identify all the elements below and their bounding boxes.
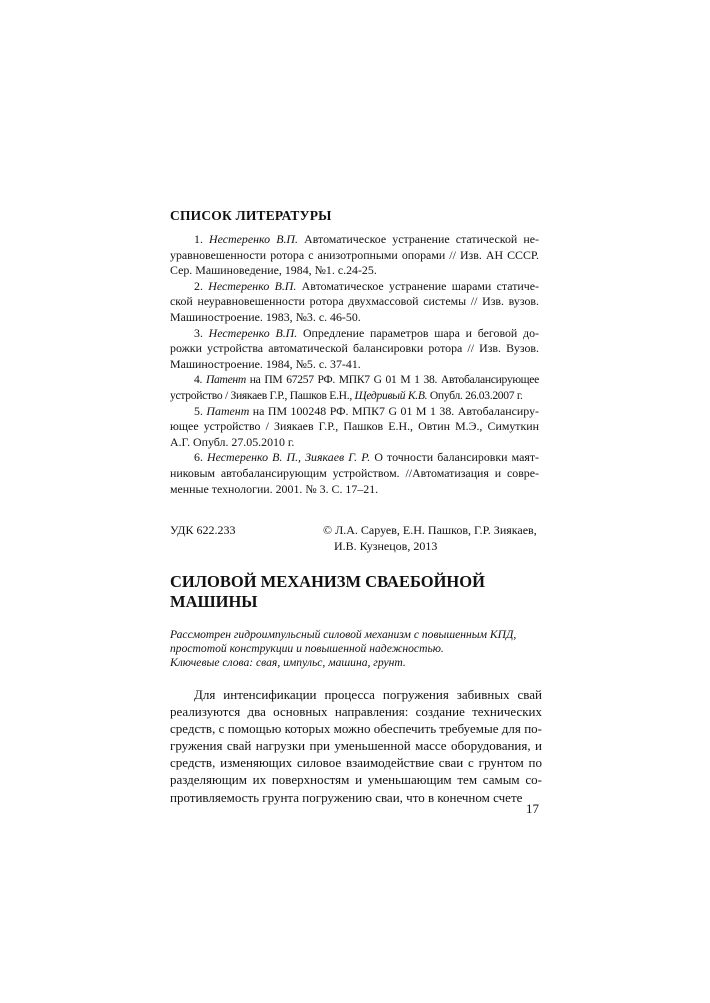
reference-item — [170, 326, 539, 373]
reference-text: на ПМ 100248 РФ. МПК7 G 01 M 1 38. Автобалансирующее устройство / Зиякаев Г.Р., Пашков Е.Н., Овтин М.Э., Симуткин А.Г. Опубл. 27.05.2010 г. — [170, 403, 539, 449]
reference-number: 3. — [194, 325, 203, 340]
reference-author: Нестеренко В.П. — [208, 325, 298, 340]
reference-number: 1. — [194, 232, 203, 246]
references-heading: СПИСОК ЛИТЕРАТУРЫ — [170, 208, 332, 223]
reference-text: Автоматическое устранение шарами статической неуравновешенности ротора двухмассовой системы // Изв. вузов. Машиностроение. 1983, №3. с. 46-50. — [170, 278, 539, 324]
reference-author: Патент — [205, 373, 246, 387]
reference-author: Нестеренко В. П., Зиякаев Г. Р. — [207, 450, 371, 465]
reference-author: Патент — [206, 403, 250, 418]
references-list — [170, 232, 539, 497]
udk-code: УДК 622.233 — [170, 523, 236, 537]
reference-author: Нестеренко В.П. — [209, 232, 298, 246]
reference-number: 6. — [194, 450, 203, 465]
reference-number: 2. — [194, 278, 203, 293]
reference-number: 4. — [194, 373, 203, 387]
article-title: СИЛОВОЙ МЕХАНИЗМ СВАЕБОЙНОЙ МАШИНЫ — [170, 572, 485, 611]
article-keywords: Ключевые слова: свая, импульс, машина, грунт. — [170, 656, 406, 669]
reference-item — [170, 372, 539, 403]
reference-text: на ПМ 67257 РФ. МПК7 G 01 M 1 38. Автобалансирующее устройство / Зиякаев Г.Р., Пашков Е.Н., — [170, 373, 539, 402]
reference-number: 5. — [194, 403, 203, 418]
reference-item — [170, 279, 539, 326]
article-abstract: Рассмотрен гидроимпульсный силовой механизм с повышенным КПД, простотой конструкции и повышенной надежностью. — [170, 628, 517, 656]
body-paragraph: Для интенсификации процесса погружения забивных свай реализуются два основных направления: создание технических средств, с помощью которых можно обеспечить требуемые для погружения свай нагрузки при уменьшенной массе оборудования, и средств, изменяющих силовое взаимодействие сваи с грунтом по разделяющим их поверхностям и уменьшающим тем самым сопротивляемость грунта погружению сваи, что в конечном счете — [170, 687, 542, 805]
reference-item — [170, 450, 539, 497]
reference-item — [170, 232, 539, 279]
reference-author: Нестеренко В.П. — [208, 278, 297, 293]
reference-text: Опредление параметров шара и беговой дорожки устройства автоматической балансировки ротора // Изв. Вузов. Машиностроение. 1984, №5. с. 37-41. — [170, 325, 539, 371]
page-number: 17 — [526, 801, 539, 816]
copyright-line: © Л.А. Саруев, Е.Н. Пашков, Г.Р. Зиякаев, — [323, 523, 537, 537]
copyright-notice — [323, 523, 539, 554]
reference-text: О точности балансировки маятниковым автобалансирующим устройством. //Автоматизация и современные технологии. 2001. № 3. С. 17–21. — [170, 450, 539, 496]
reference-author: Щедривый К.В. — [354, 388, 428, 402]
reference-item — [170, 404, 539, 451]
copyright-line: И.В. Кузнецов, 2013 — [334, 538, 438, 553]
reference-text: Опубл. 26.03.2007 г. — [427, 388, 523, 402]
reference-text: Автоматическое устранение статической неуравновешенности ротора с анизотропными опорами // Изв. АН СССР. Сер. Машиноведение, 1984, №1. с.24-25. — [170, 232, 539, 278]
